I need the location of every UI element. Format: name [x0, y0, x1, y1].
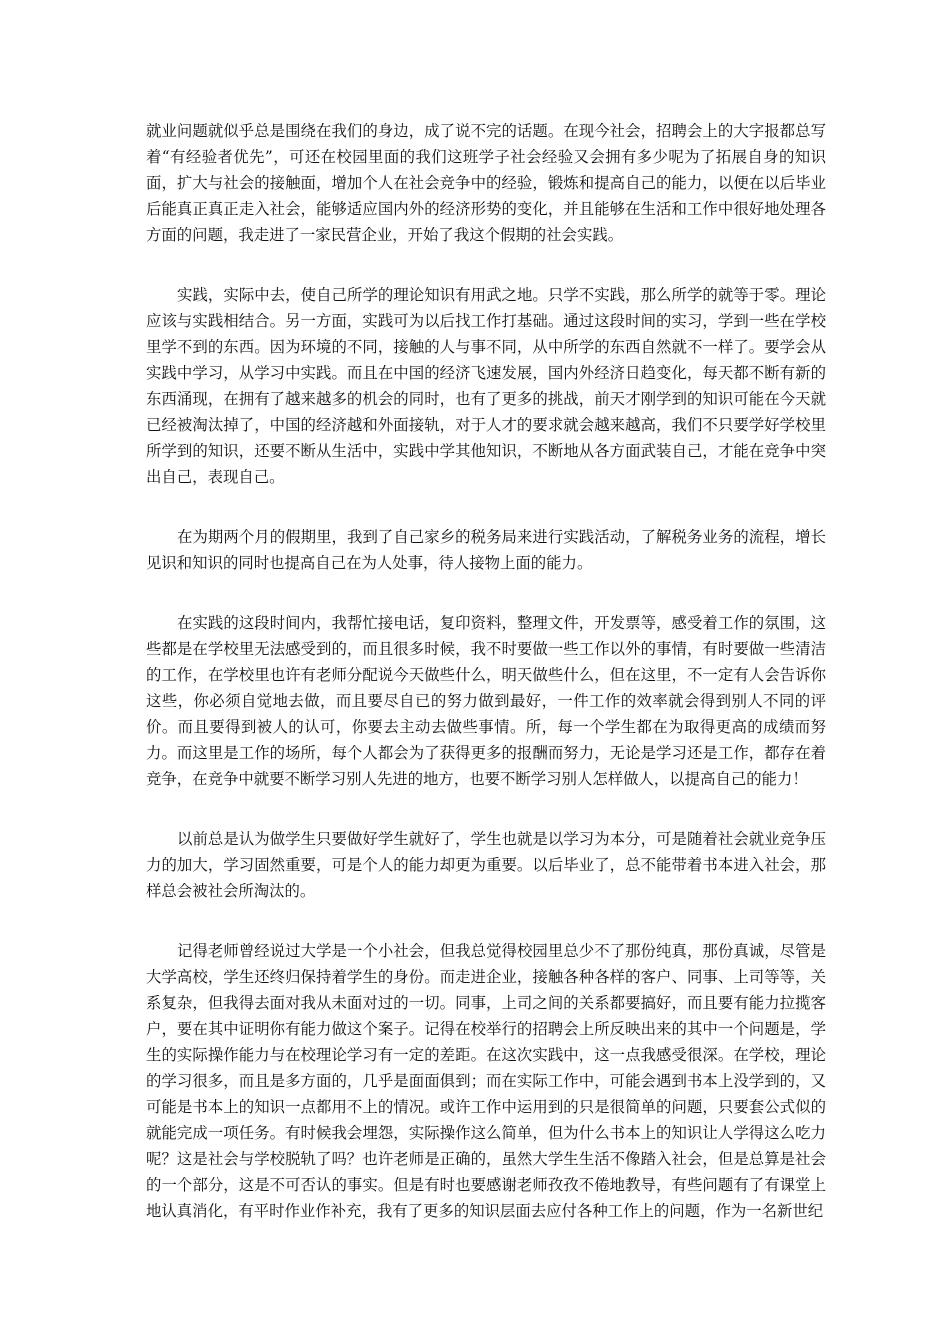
paragraph-practice: 实践，实际中去，使自己所学的理论知识有用武之地。只学不实践，那么所学的就等于零。理论应该与实践相结合。另一方面，实践可为以后找工作打基础。通过这段时间的实习，学到一些在学校里学不到的东西。因为环境的不同，接触的人与事不同，从中所学的东西自然就不一样了。要学会从实践中学习，从学习中实践。而且在中国的经济飞速发展，国内外经济日趋变化，每天都不断有新的东西涌现，在拥有了越来越多的机会的同时，也有了更多的挑战，前天才刚学到的知识可能在今天就已经被淘汰掉了，中国的经济越和外面接轨，对于人才的要求就会越来越高，我们不只要学好学校里所学到的知识，还要不断从生活中，实践中学其他知识，不断地从各方面武装自己，才能在竞争中突出自己，表现自己。: [146, 286, 826, 486]
paragraph-tax-bureau: 在为期两个月的假期里，我到了自己家乡的税务局来进行实践活动，了解税务业务的流程，增长见识和知识的同时也提高自己在为人处事，待人接物上面的能力。: [146, 528, 826, 572]
document-body: [146, 118, 826, 1224]
paragraph-student-ability: 以前总是认为做学生只要做好学生就好了，学生也就是以学习为本分，可是随着社会就业竞争压力的加大，学习固然重要，可是个人的能力却更为重要。以后毕业了，总不能带着书本进入社会，那样总会被社会所淘汰的。: [146, 830, 826, 900]
paragraph-small-society: 记得老师曾经说过大学是一个小社会，但我总觉得校园里总少不了那份纯真，那份真诚，尽管是大学高校，学生还终归保持着学生的身份。而走进企业，接触各种各样的客户、同事、上司等等，关系复杂，但我得去面对我从未面对过的一切。同事，上司之间的关系都要搞好，而且要有能力拉揽客户，要在其中证明你有能力做这个案子。记得在校举行的招聘会上所反映出来的其中一个问题是，学生的实际操作能力与在校理论学习有一定的差距。在这次实践中，这一点我感受很深。在学校，理论的学习很多，而且是多方面的，几乎是面面俱到；而在实际工作中，可能会遇到书本上没学到的，又可能是书本上的知识一点都用不上的情况。或许工作中运用到的只是很简单的问题，只要套公式似的就能完成一项任务。有时候我会埋怨，实际操作这么简单，但为什么书本上的知识让人学得这么吃力呢？这是社会与学校脱轨了吗？也许老师是正确的，虽然大学生生活不像踏入社会，但是总算是社会的一个部分，这是不可否认的事实。但是有时也要感谢老师孜孜不倦地教导，有些问题有了有课堂上地认真消化，有平时作业作补充，我有了更多的知识层面去应付各种工作上的问题，作为一名新世纪: [146, 942, 826, 1220]
paragraph-work-tasks: 在实践的这段时间内，我帮忙接电话，复印资料，整理文件，开发票等，感受着工作的氛围，这些都是在学校里无法感受到的，而且很多时候，我不时要做一些工作以外的事情，有时要做一些清洁的工作，在学校里也许有老师分配说今天做些什么，明天做些什么，但在这里，不一定有人会告诉你这些，你必须自觉地去做，而且要尽自已的努力做到最好，一件工作的效率就会得到别人不同的评价。而且要得到被人的认可，你要去主动去做些事情。所，每一个学生都在为取得更高的成绩而努力。而这里是工作的场所，每个人都会为了获得更多的报酬而努力，无论是学习还是工作，都存在着竞争，在竞争中就要不断学习别人先进的地方，也要不断学习别人怎样做人，以提高自己的能力！: [146, 614, 826, 788]
paragraph-intro: 就业问题就似乎总是围绕在我们的身边，成了说不完的话题。在现今社会，招聘会上的大字报都总写着“有经验者优先”，可还在校园里面的我们这班学子社会经验又会拥有多少呢为了拓展自身的知识面，扩大与社会的接触面，增加个人在社会竞争中的经验，锻炼和提高自己的能力，以便在以后毕业后能真正真正走入社会，能够适应国内外的经济形势的变化，并且能够在生活和工作中很好地处理各方面的问题，我走进了一家民营企业，开始了我这个假期的社会实践。: [146, 122, 826, 244]
